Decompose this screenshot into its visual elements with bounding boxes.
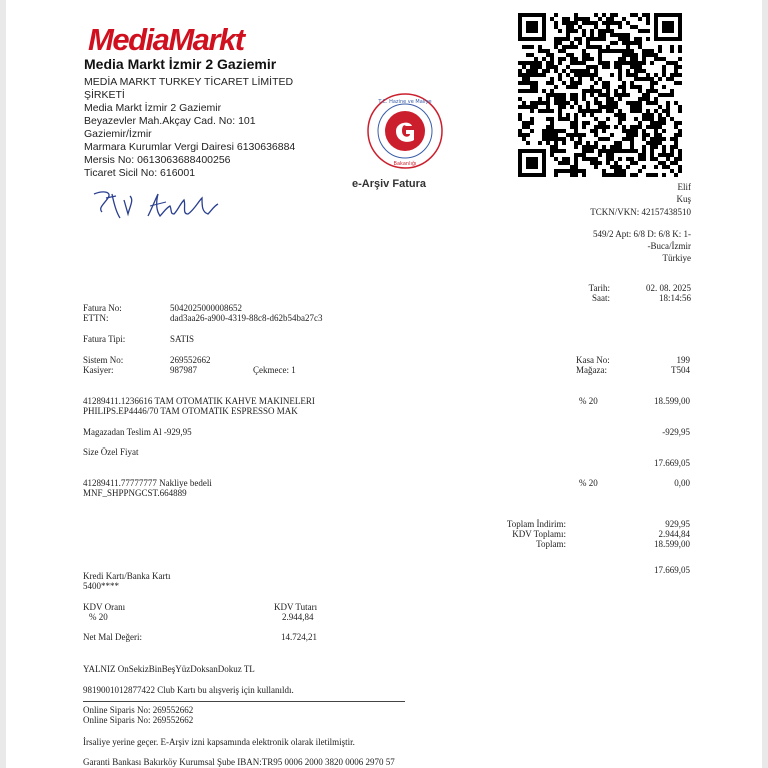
store-label: Mağaza: (576, 365, 607, 375)
company-line: Mersis No: 0613063688400256 (84, 154, 231, 166)
total-vat-value: 2.944,84 (658, 529, 690, 539)
company-line: MEDİA MARKT TURKEY TİCARET LİMİTED (84, 76, 294, 88)
gib-seal-icon (366, 92, 444, 170)
waybill-note: İrsaliye yerine geçer. E-Arşiv izni kapsamında elektronik olarak iletilmiştir. (83, 737, 355, 747)
mediamarkt-logo: MediaMarkt (88, 22, 244, 57)
time-label: Saat: (592, 293, 610, 303)
item-line: PHILIPS.EP4446/70 TAM OTOMATIK ESPRESSO MAK (83, 406, 298, 416)
company-line: Beyazevler Mah.Akçay Cad. No: 101 (84, 115, 256, 127)
company-info (84, 76, 295, 180)
item-line: 41289411.1236616 TAM OTOMATIK KAHVE MAKINELERI (83, 396, 315, 406)
customer-tax-id: TCKN/VKN: 42157438510 (590, 207, 691, 217)
grand-total-value: 17.669,05 (654, 565, 690, 575)
signature-icon (90, 188, 230, 224)
register-value: 199 (676, 355, 690, 365)
company-line: Ticaret Sicil No: 616001 (84, 167, 196, 179)
total-value: 18.599,00 (654, 539, 690, 549)
system-no-value: 269552662 (170, 355, 211, 365)
vat-amount-header: KDV Tutarı (274, 602, 318, 612)
total-label: Toplam: (536, 539, 566, 549)
invoice-page (6, 0, 762, 768)
net-value-label: Net Mal Değeri: (83, 632, 142, 642)
register-label: Kasa No: (576, 355, 610, 365)
time-value: 18:14:56 (658, 293, 691, 303)
customer-name: Elif (677, 182, 691, 192)
vat-amount: 2.944,84 (282, 612, 314, 622)
system-no-label: Sistem No: (83, 355, 124, 365)
store-title: Media Markt İzmir 2 Gaziemir (84, 56, 277, 72)
divider (83, 701, 405, 702)
date-label: Tarih: (588, 283, 610, 293)
item-line: 41289411.77777777 Nakliye bedeli (83, 478, 212, 488)
date-value: 02. 08. 2025 (646, 283, 691, 293)
online-order-no: Online Siparis No: 269552662 (83, 705, 194, 715)
invoice-type-value: SATIS (170, 334, 195, 344)
customer-address-line: 549/2 Apt: 6/8 D: 6/8 K: 1- (592, 229, 691, 239)
total-discount-label: Toplam İndirim: (506, 519, 566, 529)
bank-info: Garanti Bankası Bakırköy Kurumsal Şube IBAN:TR95 0006 2000 3820 0006 2970 57 (83, 757, 395, 767)
svg-text:T.C. Hazine ve Maliye: T.C. Hazine ve Maliye (378, 99, 432, 105)
cashier-value: 987987 (170, 365, 197, 375)
svg-text:Bakanlığı: Bakanlığı (393, 161, 417, 167)
customer-address-line: -Buca/İzmir (647, 241, 691, 251)
invoice-type-label: Fatura Tipi: (83, 334, 126, 344)
store-value: T504 (671, 365, 690, 375)
amount-in-words: YALNIZ OnSekizBinBeşYüzDoksanDokuz TL (83, 664, 255, 674)
total-vat-label: KDV Toplamı: (512, 529, 566, 539)
special-price-amount: 17.669,05 (654, 458, 690, 468)
item-amount: 18.599,00 (654, 396, 690, 406)
company-line: Media Markt İzmir 2 Gaziemir (84, 102, 222, 114)
invoice-no-value: 5042025000008652 (170, 303, 242, 313)
cashier-label: Kasiyer: (83, 365, 114, 375)
vat-rate-header: KDV Oranı (83, 602, 126, 612)
item-line: MNF_SHPPNGCST.664889 (83, 488, 187, 498)
ettn-label: ETTN: (83, 313, 109, 323)
item-vat-rate: % 20 (579, 478, 598, 488)
qr-code-icon (518, 13, 682, 177)
online-order-no: Online Siparis No: 269552662 (83, 715, 194, 725)
invoice-no-label: Fatura No: (83, 303, 122, 313)
customer-country: Türkiye (662, 253, 691, 263)
total-discount-value: 929,95 (665, 519, 690, 529)
item-amount: 0,00 (674, 478, 690, 488)
ettn-value: dad3aa26-a900-4319-88c8-d62b54ba27c3 (170, 313, 323, 323)
net-value: 14.724,21 (281, 632, 317, 642)
company-line: ŞİRKETİ (84, 89, 125, 101)
company-line: Gaziemir/İzmir (84, 128, 152, 140)
customer-surname: Kuş (676, 194, 691, 204)
discount-text: Magazadan Teslim Al -929,95 (83, 427, 192, 437)
card-number: 5400**** (83, 581, 119, 591)
drawer-value: Çekmece: 1 (253, 365, 296, 375)
club-card-note: 9819001012877422 Club Kartı bu alışveriş için kullanıldı. (83, 685, 294, 695)
discount-amount: -929,95 (662, 427, 690, 437)
document-type: e-Arşiv Fatura (352, 178, 426, 190)
special-price-label: Size Özel Fiyat (83, 447, 139, 457)
payment-method: Kredi Kartı/Banka Kartı (83, 571, 171, 581)
company-line: Marmara Kurumlar Vergi Dairesi 6130636884 (84, 141, 296, 153)
item-vat-rate: % 20 (579, 396, 598, 406)
vat-rate: % 20 (89, 612, 108, 622)
